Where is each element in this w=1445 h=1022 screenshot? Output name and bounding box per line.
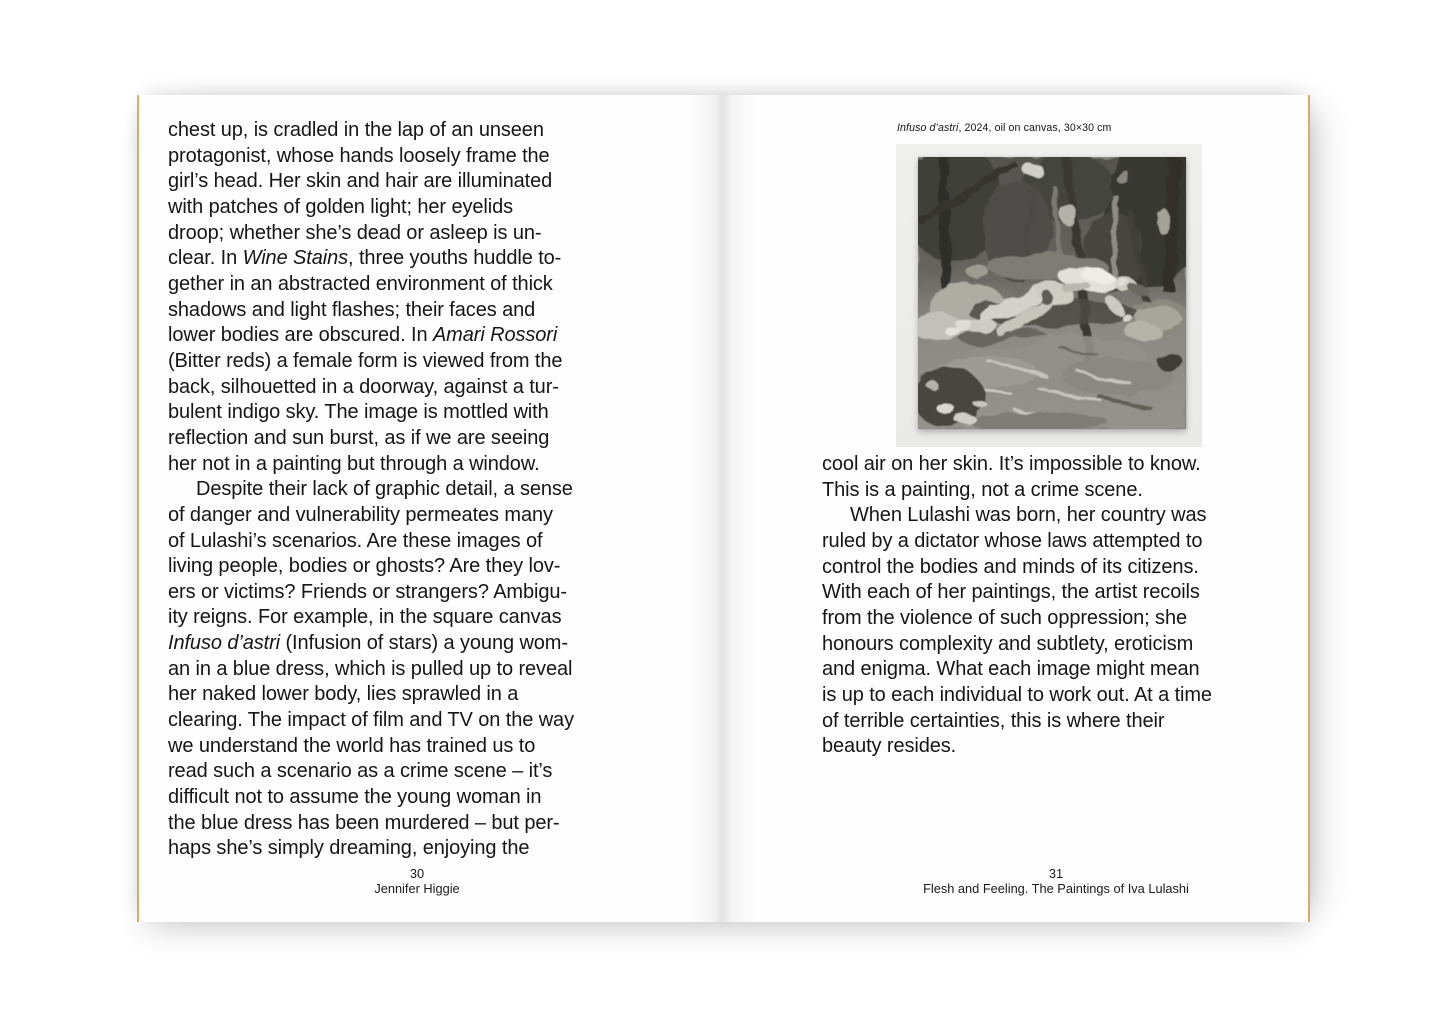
cover-edge-left — [137, 95, 139, 922]
text-line: control the bodies and minds of its citizens. — [822, 555, 1199, 578]
text-line: read such a scenario as a crime scene – it’s — [168, 760, 553, 783]
text-line: girl’s head. Her skin and hair are illuminated — [168, 170, 553, 193]
artwork-caption — [897, 122, 1111, 134]
text-line: her naked lower body, lies sprawled in a — [168, 683, 519, 706]
text-line: bulent indigo sky. The image is mottled with — [168, 401, 549, 424]
body-text-left — [168, 118, 634, 862]
text-line: shadows and light flashes; their faces and — [168, 298, 536, 321]
page-right — [723, 95, 1310, 922]
page-left — [137, 95, 723, 922]
text-line: reflection and sun burst, as if we are seeing — [168, 426, 550, 449]
text-line: clear. In Wine Stains, three youths huddle to- — [168, 247, 562, 270]
artwork-caption-details: , 2024, oil on canvas, 30×30 cm — [958, 122, 1112, 134]
text-line: her not in a painting but through a window. — [168, 452, 540, 475]
text-line: Despite their lack of graphic detail, a sense — [196, 478, 573, 501]
cover-edge-right — [1308, 95, 1310, 922]
text-line: chest up, is cradled in the lap of an unseen — [168, 119, 544, 141]
text-line: with patches of golden light; her eyelids — [168, 195, 514, 218]
text-line: (Bitter reds) a female form is viewed from the — [168, 349, 563, 372]
text-line: from the violence of such oppression; she — [822, 606, 1187, 629]
text-line: and enigma. What each image might mean — [822, 658, 1200, 681]
text-line: of terrible certainties, this is where their — [822, 709, 1165, 732]
artwork-photo — [896, 144, 1202, 447]
running-footer: Jennifer Higgie — [374, 880, 460, 896]
text-line: lower bodies are obscured. In Amari Rossori — [168, 324, 558, 347]
text-line: an in a blue dress, which is pulled up to reveal — [168, 657, 573, 680]
text-line: Infuso d’astri (Infusion of stars) a young wom- — [168, 632, 568, 655]
text-line: gether in an abstracted environment of thick — [168, 272, 553, 295]
page-number: 30 — [409, 866, 425, 881]
text-line: clearing. The impact of film and TV on the way — [168, 709, 574, 732]
text-line: haps she’s simply dreaming, enjoying the — [168, 837, 530, 860]
text-line: we understand the world has trained us to — [168, 734, 536, 757]
text-line: ruled by a dictator whose laws attempted to — [822, 529, 1203, 552]
artwork-canvas — [918, 157, 1186, 429]
text-line: ers or victims? Friends or strangers? Ambigu- — [168, 580, 567, 603]
page-footer-left — [137, 867, 697, 896]
artwork-title: Infuso d’astri — [897, 122, 959, 134]
text-line: difficult not to assume the young woman in — [168, 786, 542, 809]
text-line: droop; whether she’s dead or asleep is un- — [168, 221, 542, 244]
running-footer: Flesh and Feeling. The Paintings of Iva Lulashi — [923, 880, 1189, 896]
text-line: With each of her paintings, the artist recoils — [822, 581, 1200, 604]
text-line: is up to each individual to work out. At a time — [822, 683, 1212, 706]
book-spread — [137, 95, 1310, 922]
text-line: beauty resides. — [822, 735, 957, 758]
body-text-right — [822, 452, 1288, 760]
artwork-painting-svg — [918, 157, 1186, 429]
text-line: honours complexity and subtlety, eroticism — [822, 632, 1194, 655]
text-line: of Lulashi’s scenarios. Are these images of — [168, 529, 543, 552]
text-line: the blue dress has been murdered – but per- — [168, 811, 560, 834]
page-footer-right — [776, 867, 1336, 896]
text-line: protagonist, whose hands loosely frame the — [168, 144, 550, 167]
text-line: of danger and vulnerability permeates many — [168, 503, 553, 526]
text-line: This is a painting, not a crime scene. — [822, 478, 1143, 501]
text-line: cool air on her skin. It’s impossible to know. — [822, 453, 1201, 475]
text-line: ity reigns. For example, in the square canvas — [168, 606, 562, 629]
text-line: back, silhouetted in a doorway, against a tur- — [168, 375, 559, 398]
text-line: When Lulashi was born, her country was — [850, 504, 1207, 527]
page-number: 31 — [1048, 866, 1064, 881]
text-line: living people, bodies or ghosts? Are they lov- — [168, 555, 561, 578]
